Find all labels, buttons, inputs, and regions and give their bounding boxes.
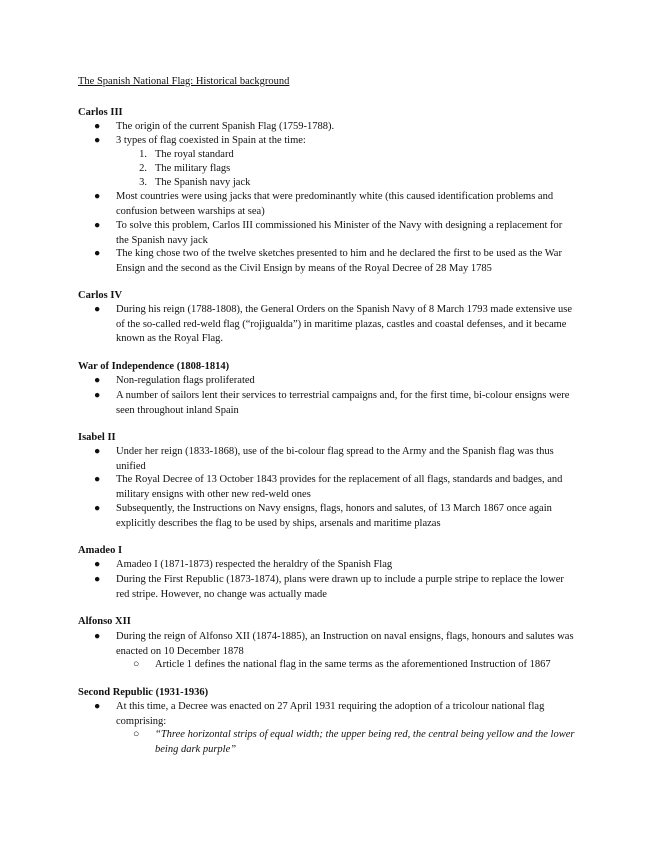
list-item-text: A number of sailors lent their services to terrestrial campaigns and, for the first time, bi-colour ensigns were seen throughout inland Spain (116, 390, 570, 416)
sub-bullet-marker: ○ (133, 659, 140, 670)
list-item-text: The origin of the current Spanish Flag (1759-1788). (116, 121, 335, 132)
list-item (94, 445, 576, 474)
section-heading-amadeo-i: Amadeo I (78, 545, 123, 556)
list-item-text: The Spanish navy jack (155, 177, 251, 188)
list-item-text: Non-regulation flags proliferated (116, 375, 255, 386)
bullet-marker: ● (94, 375, 101, 386)
list-item-text: The royal standard (155, 149, 234, 160)
list-item-text: During his reign (1788-1808), the General Orders on the Spanish Navy of 8 March 1793 made extensive use of the so-called red-weld flag (“rojigualda”) in maritime plazas, castles and coastal defenses, and it became known as the Royal Flag. (116, 304, 573, 344)
bullet-marker: ● (94, 503, 101, 514)
bullet-marker: ● (94, 248, 101, 259)
section-heading-second-republic: Second Republic (1931-1936) (78, 687, 209, 698)
list-item-text: During the First Republic (1873-1874), plans were drawn up to include a purple stripe to replace the lower red stripe. However, no change was actually made (116, 574, 564, 600)
list-item (94, 630, 576, 659)
bullet-marker: ● (94, 135, 101, 146)
list-item-text: Under her reign (1833-1868), use of the bi-colour flag spread to the Army and the Spanish flag was thus unified (116, 446, 554, 472)
list-item-text: Amadeo I (1871-1873) respected the heraldry of the Spanish Flag (116, 559, 393, 570)
list-item (94, 700, 576, 729)
list-item (94, 190, 576, 219)
list-item (94, 247, 576, 276)
numbered-item (139, 162, 575, 177)
bullet-marker: ● (94, 191, 101, 202)
sub-bullet-marker: ○ (133, 729, 140, 740)
list-item-text: To solve this problem, Carlos III commissioned his Minister of the Navy with designing a replacement for the Spanish navy jack (116, 220, 563, 246)
section-heading-isabel-ii: Isabel II (78, 432, 116, 443)
list-item (94, 573, 576, 602)
sub-list-item (133, 728, 575, 757)
list-item (94, 502, 576, 531)
document-title: The Spanish National Flag: Historical background (78, 76, 290, 87)
bullet-marker: ● (94, 559, 101, 570)
list-item (94, 134, 576, 149)
section-heading-alfonso-xii: Alfonso XII (78, 616, 131, 627)
list-item (94, 473, 576, 502)
list-item-text: Article 1 defines the national flag in the same terms as the aforementioned Instruction of 1867 (155, 659, 551, 670)
bullet-marker: ● (94, 304, 101, 315)
bullet-marker: ● (94, 220, 101, 231)
numbered-item (139, 176, 575, 191)
list-item-text: During the reign of Alfonso XII (1874-1885), an Instruction on naval ensigns, flags, honours and salutes was enacted on 10 December 1878 (116, 631, 574, 657)
flag-description-quote: “Three horizontal strips of equal width; the upper being red, the central being yellow and the lower being dark purple” (155, 729, 575, 755)
list-item (94, 558, 576, 573)
list-item (94, 219, 576, 248)
bullet-marker: ● (94, 574, 101, 585)
list-item (94, 389, 576, 418)
list-item (94, 120, 576, 135)
numbered-item (139, 148, 575, 163)
section-heading-carlos-iii: Carlos III (78, 107, 123, 118)
bullet-marker: ● (94, 701, 101, 712)
list-item-text: 3 types of flag coexisted in Spain at the time: (116, 135, 306, 146)
bullet-marker: ● (94, 474, 101, 485)
bullet-marker: ● (94, 631, 101, 642)
bullet-marker: ● (94, 390, 101, 401)
list-item-text: At this time, a Decree was enacted on 27 April 1931 requiring the adoption of a tricolour national flag comprising: (116, 701, 545, 727)
sub-list-item (133, 658, 575, 673)
bullet-marker: ● (94, 446, 101, 457)
list-item (94, 303, 576, 347)
list-item-text: Most countries were using jacks that were predominantly white (this caused identification problems and confusion between warships at sea) (116, 191, 554, 217)
list-item (94, 374, 576, 389)
list-item-text: The Royal Decree of 13 October 1843 provides for the replacement of all flags, standards and badges, and military ensigns with other new red-weld ones (116, 474, 563, 500)
number-marker: 1. (139, 149, 147, 160)
number-marker: 3. (139, 177, 147, 188)
bullet-marker: ● (94, 121, 101, 132)
list-item-text: The king chose two of the twelve sketches presented to him and he declared the first to be used as the War Ensign and the second as the Civil Ensign by means of the Royal Decree of 28 May 1785 (116, 248, 562, 274)
section-heading-war-of-independence: War of Independence (1808-1814) (78, 361, 230, 372)
list-item-text: Subsequently, the Instructions on Navy ensigns, flags, honors and salutes, of 13 March 1867 once again explicitly describes the flag to be used by ships, arsenals and maritime plazas (116, 503, 552, 529)
list-item-text: The military flags (155, 163, 231, 174)
section-heading-carlos-iv: Carlos IV (78, 290, 123, 301)
number-marker: 2. (139, 163, 147, 174)
